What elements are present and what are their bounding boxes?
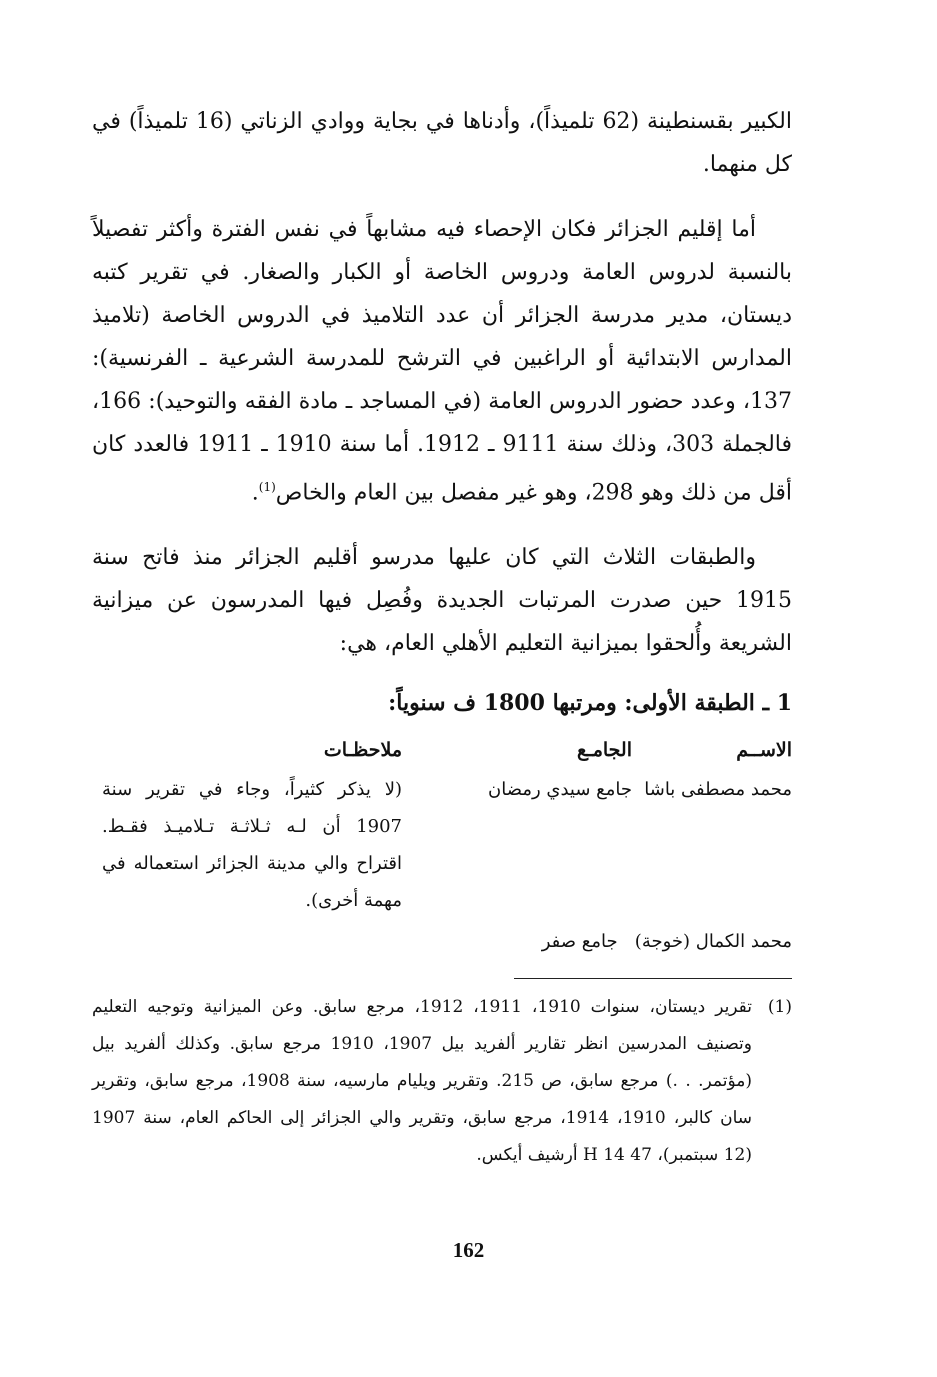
header-notes: ملاحظـات <box>323 739 402 762</box>
header-name: الاســم <box>736 739 792 762</box>
cell-name-text: محمد الكمال (خوجة) <box>634 931 792 953</box>
section-heading: 1 ـ الطبقة الأولى: ومرتبها 1800 ف سنوياً: <box>388 690 792 717</box>
paragraph-2: أما إقليم الجزائر فكان الإحصاء فيه مشابهاً في نفس الفترة وأكثر تفصيلاً بالنسبة لدروس العامة ودروس الخاصة أو الكبار والصغار. في تقرير كتبه ديستان، مدير مدرسة الجزائر أن عدد التلاميذ في الدروس الخاصة (تلاميذ المدارس الابتدائية أو الراغبين في الترشح للمدرسة الشرعية ـ الفرنسية): 137، وعدد حضور الدروس العامة (في المساجد ـ مادة الفقه والتوحيد): 166، فالجملة 303، وذلك سنة 9111 ـ 1912. أما سنة 1910 ـ 1911 فالعدد كان أقل من ذلك وهو 298، وهو غير مفصل بين العام والخاص$^{(1)}$. <box>92 217 792 506</box>
footnote-divider <box>514 978 792 979</box>
cell-mosque: جامع سيدي رمضان <box>488 779 632 801</box>
paragraph-1: الكبير بقسنطينة (62 تلميذاً)، وأدناها في بجاية ووادي الزناتي (16 تلميذاً) في كل منهما. <box>92 109 792 177</box>
paragraph-3: والطبقات الثلاث التي كان عليها مدرسو أقليم الجزائر منذ فاتح سنة 1915 حين صدرت المرتبات الجديدة وفُصِل فيها المدرسون عن ميزانية الشريعة وأُلحقوا بميزانية التعليم الأهلي العام، هي: <box>92 545 792 657</box>
footnote-text: تقرير ديستان، سنوات 1910، 1911، 1912، مرجع سابق. وعن الميزانية وتوجيه التعليم وتصنيف المدرسين انظر تقارير ألفريد بيل 1907، 1910 مرجع سابق. وكذلك ألفريد بيل (مؤتمر. . .) مرجع سابق، ص 215. وتقرير ويليام مارسيه، سنة 1908، مرجع سابق، وتقرير سان كالبر، 1910، 1914، مرجع سابق، وتقرير والي الجزائر إلى الحاكم العام، سنة 1907 (12 سبتمبر)، 47 H 14 أرشيف أيكس. <box>92 997 753 1166</box>
footnote <box>92 989 792 1174</box>
cell-name: محمد مصطفى باشا <box>644 779 792 801</box>
header-mosque: الجامـع <box>577 739 632 762</box>
footnote-reference: (1) <box>258 480 276 494</box>
page-number: 162 <box>452 1238 485 1262</box>
page-body <box>92 100 792 1174</box>
table-row <box>92 771 792 919</box>
cell-mosque: جامع صفر <box>541 931 618 953</box>
paragraph-2-text: أما إقليم الجزائر فكان الإحصاء فيه مشابهاً في نفس الفترة وأكثر تفصيلاً بالنسبة لدروس العامة ودروس الخاصة أو الكبار والصغار. في تقرير كتبه ديستان، مدير مدرسة الجزائر أن عدد التلاميذ في الدروس الخاصة (تلاميذ المدارس الابتدائية أو الراغبين في الترشح للمدرسة الشرعية ـ الفرنسية): 137، وعدد حضور الدروس العامة (في المساجد ـ مادة الفقه والتوحيد): 166، فالجملة 303، وذلك سنة 9111 ـ 1912. أما سنة 1910 ـ 1911 فالعدد كان أقل من ذلك وهو 298، وهو غير مفصل بين العام والخاص <box>92 217 792 506</box>
footnote-number: (1) <box>767 997 792 1018</box>
cell-name <box>541 923 792 960</box>
table-row <box>92 923 792 960</box>
table-header-row <box>92 735 792 765</box>
cell-notes: (لا يذكر كثيراً، وجاء في تقرير سنة 1907 أن لـه ثـلاثـة تـلاميـذ فقـط. اقتراح والي مدينة الجزائر استعماله في مهمة أخرى). <box>102 779 402 912</box>
